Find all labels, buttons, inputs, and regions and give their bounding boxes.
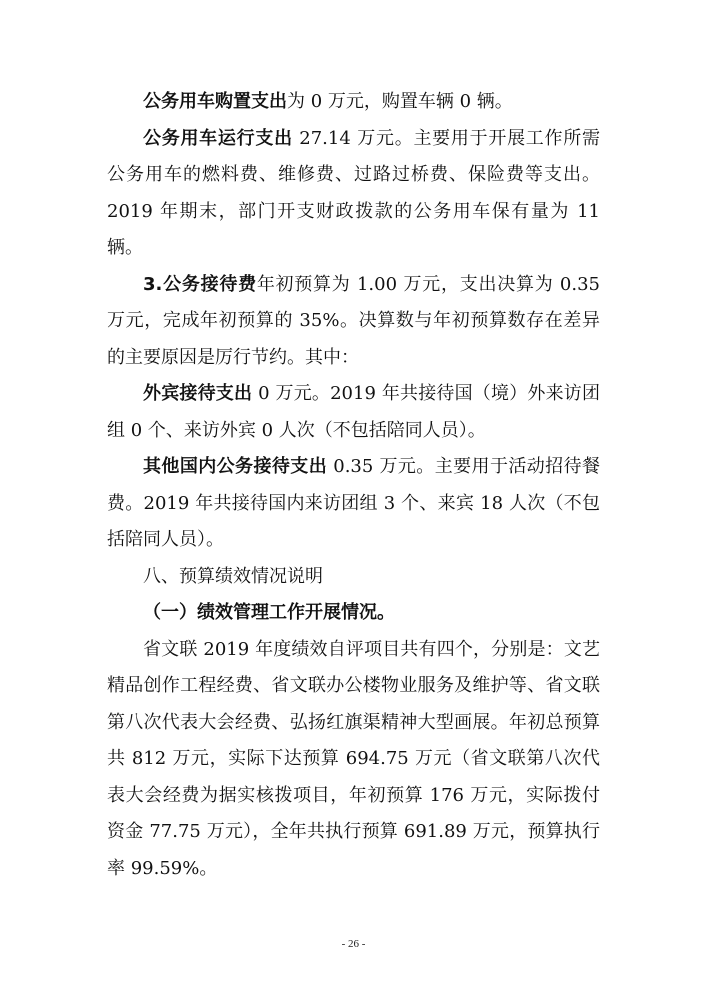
- paragraph-domestic-reception: [107, 449, 600, 559]
- paragraph-text: 0 万元。2019 年共接待国（境）外来访团组 0 个、来访外宾 0 人次（不包括陪同人员）。: [107, 383, 600, 441]
- subsection-heading: （一）绩效管理工作开展情况。: [143, 602, 395, 623]
- bold-term: 公务用车购置支出: [143, 91, 287, 112]
- paragraph-text: 年初预算为 1.00 万元，支出决算为 0.35 万元，完成年初预算的 35%。决算数与年初预算数存在差异的主要原因是厉行节约。其中：: [107, 273, 600, 368]
- bold-term: 3.公务接待费: [143, 273, 257, 295]
- paragraph-vehicle-purchase: [107, 84, 600, 121]
- paragraph-foreign-reception: [107, 376, 600, 449]
- bold-term: 外宾接待支出: [143, 383, 253, 404]
- bold-term: 公务用车运行支出: [143, 127, 293, 149]
- paragraph-text: 27.14 万元。主要用于开展工作所需公务用车的燃料费、维修费、过路过桥费、保险费等支出。2019 年期末，部门开支财政拨款的公务用车保有量为 11 辆。: [107, 127, 600, 258]
- paragraph-reception-fee: [107, 267, 600, 377]
- section-heading: 八、预算绩效情况说明: [143, 565, 323, 587]
- paragraph-text: 为 0 万元，购置车辆 0 辆。: [287, 91, 513, 112]
- bold-term: 其他国内公务接待支出: [143, 456, 328, 477]
- page-number: - 26 -: [341, 938, 366, 950]
- document-body: [107, 84, 600, 887]
- paragraph-text: 0.35 万元。主要用于活动招待餐费。2019 年共接待国内来访团组 3 个、来宾 18 人次（不包括陪同人员）。: [107, 456, 600, 550]
- performance-paragraph: 省文联 2019 年度绩效自评项目共有四个，分别是：文艺精品创作工程经费、省文联办公楼物业服务及维护等、省文联第八次代表大会经费、弘扬红旗渠精神大型画展。年初总预算共 812 万元，实际下达预算 694.75 万元（省文联第八次代表大会经费为据实核拨项目，年初预算 176 万元，实际拨付资金 77.75 万元），全年共执行预算 691.89 万元，预算执行率 99.59%。: [107, 638, 600, 879]
- paragraph-vehicle-operation: [107, 121, 600, 267]
